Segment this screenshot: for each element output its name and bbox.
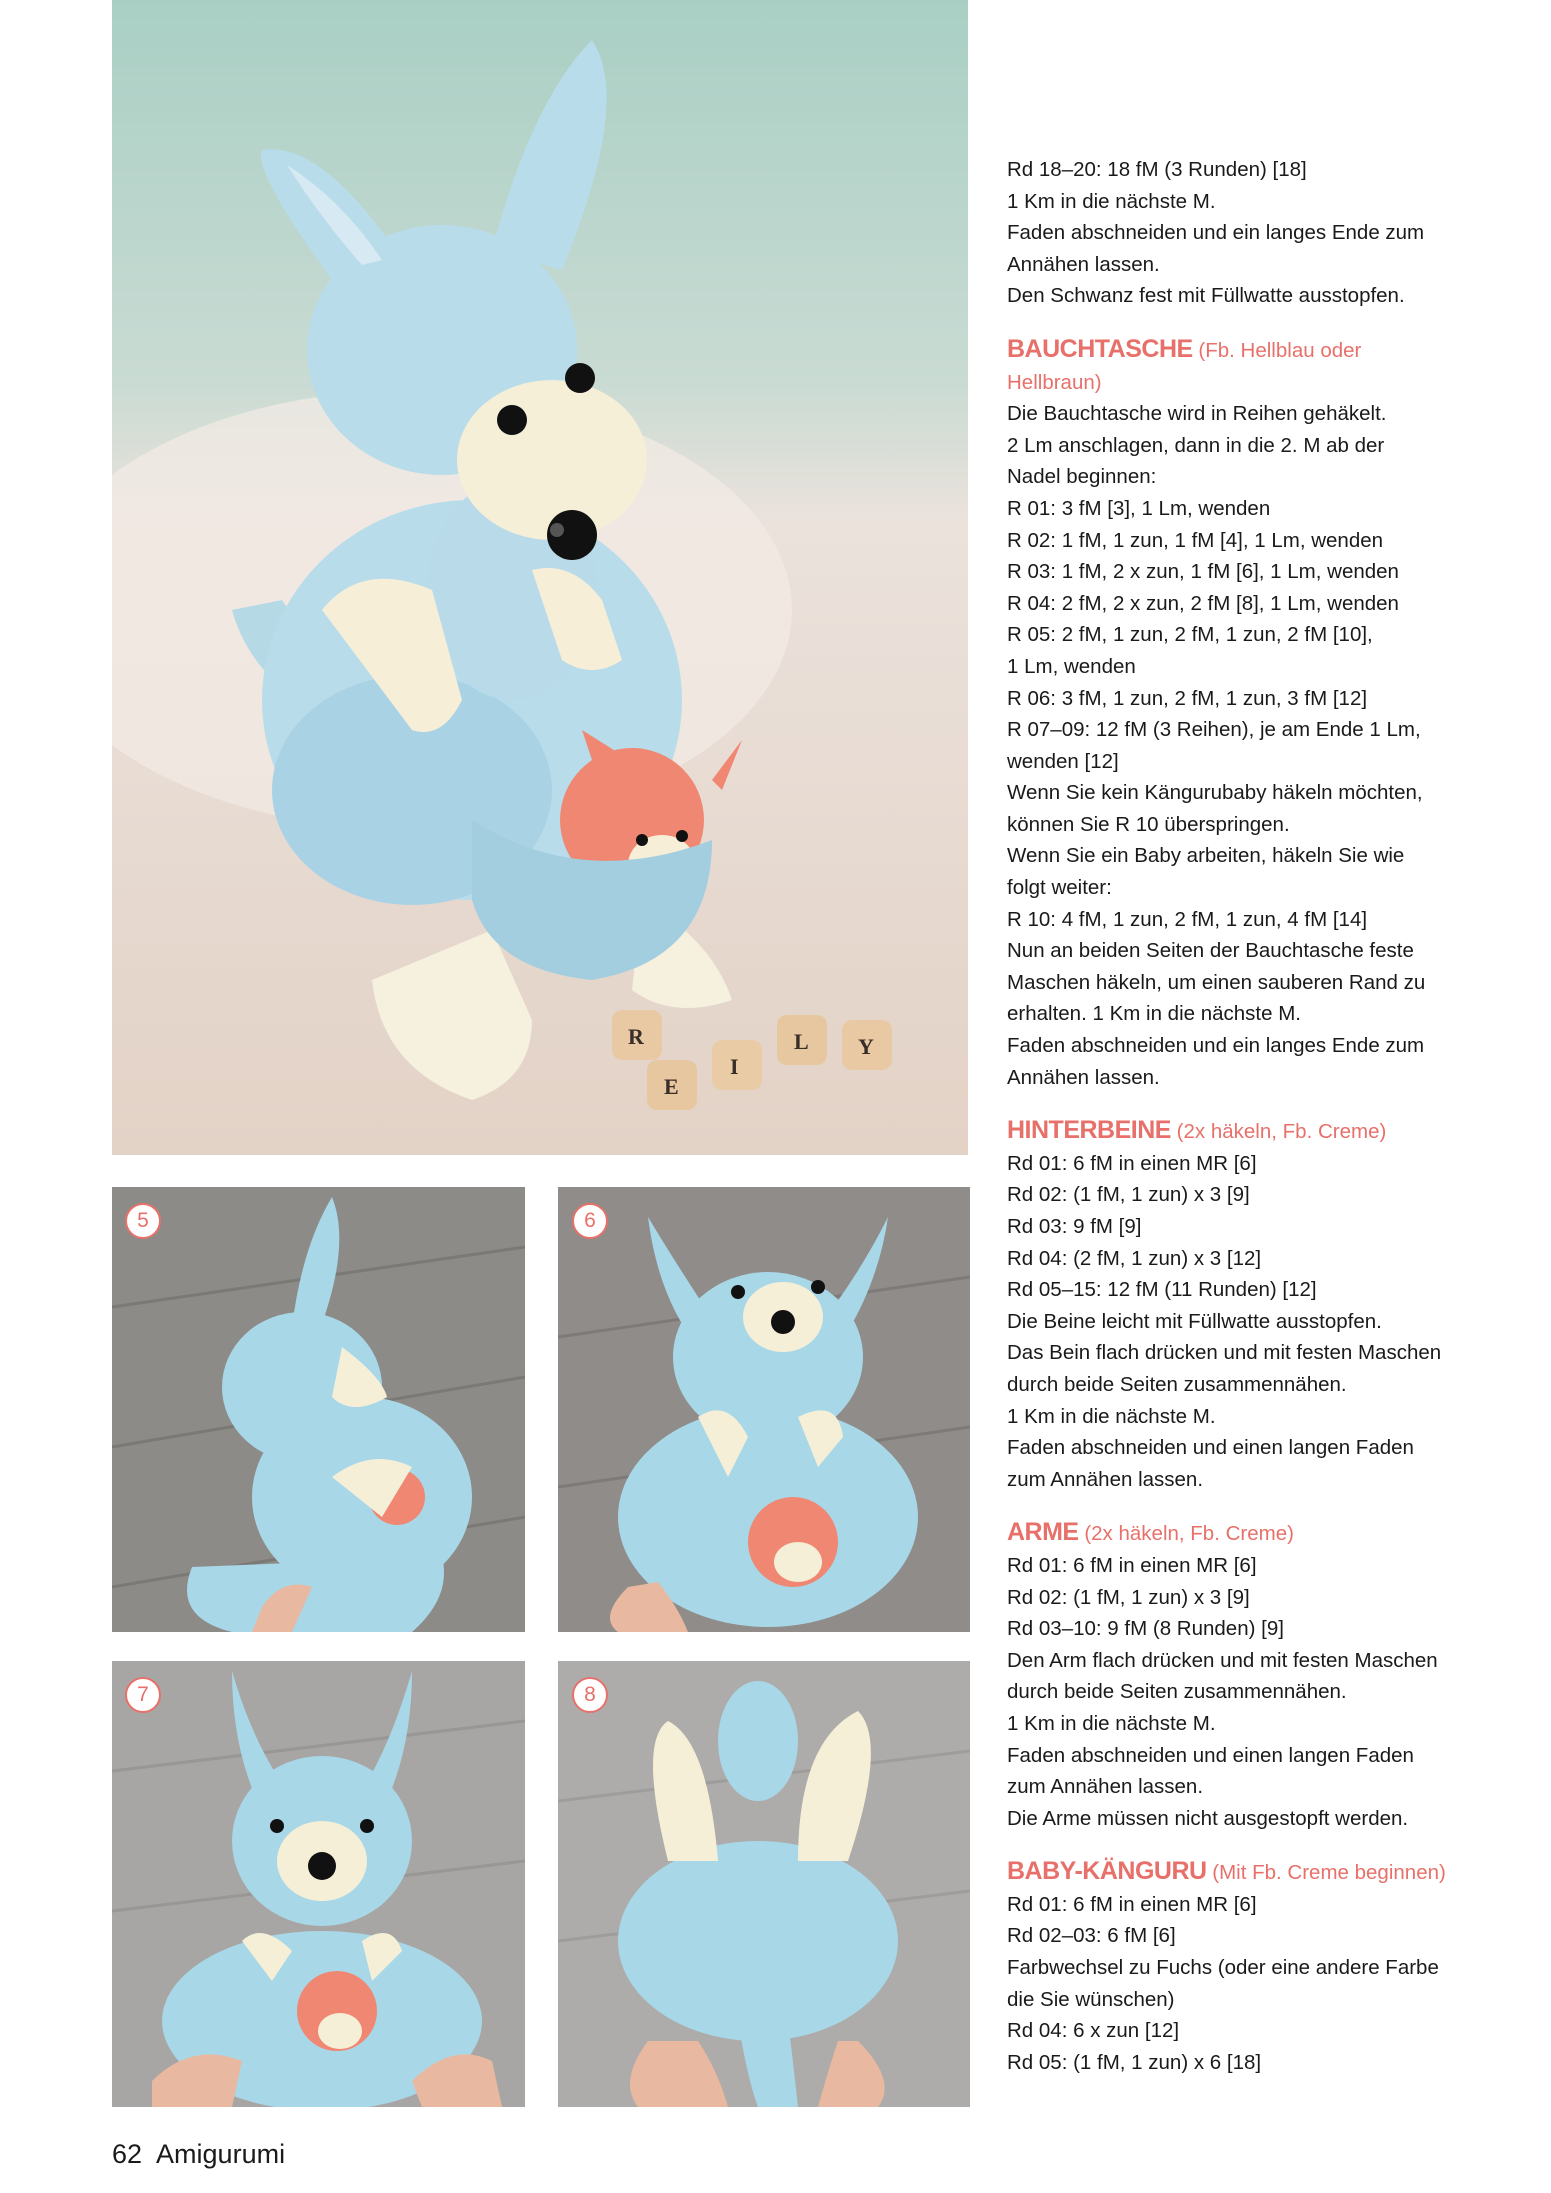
step-number-8: 8 bbox=[572, 1677, 608, 1713]
pattern-line: R 01: 3 fM [3], 1 Lm, wenden bbox=[1007, 496, 1271, 520]
pattern-line: Rd 04: 6 x zun [12] bbox=[1007, 2019, 1180, 2043]
pattern-line: Rd 03: 9 fM [9] bbox=[1007, 1215, 1142, 1238]
pattern-line: Den Arm flach drücken und mit festen Maschen bbox=[1007, 1648, 1438, 1672]
pattern-line: durch beide Seiten zusammennähen. bbox=[1007, 1372, 1347, 1396]
pattern-line: R 05: 2 fM, 1 zun, 2 fM, 1 zun, 2 fM [10], bbox=[1007, 623, 1373, 647]
pattern-line: 1 Km in die nächste M. bbox=[1007, 1404, 1216, 1428]
step-number-6: 6 bbox=[572, 1203, 608, 1239]
section-note: Hellbraun) bbox=[1007, 370, 1102, 394]
pattern-line: Faden abschneiden und einen langen Faden bbox=[1007, 1743, 1414, 1767]
pattern-line: Das Bein flach drücken und mit festen Maschen bbox=[1007, 1341, 1442, 1365]
block-letter: E bbox=[664, 1074, 679, 1099]
pattern-line: die Sie wünschen) bbox=[1007, 1987, 1175, 2011]
pattern-line: Rd 18–20: 18 fM (3 Runden) [18] bbox=[1007, 158, 1307, 181]
pattern-line: Die Arme müssen nicht ausgestopft werden. bbox=[1007, 1806, 1409, 1830]
pattern-line: wenden [12] bbox=[1007, 749, 1119, 773]
section-heading bbox=[1007, 334, 1427, 367]
section-heading bbox=[1007, 1115, 1427, 1148]
pattern-line: Nun an beiden Seiten der Bauchtasche feste bbox=[1007, 939, 1414, 963]
section-arme bbox=[1007, 1517, 1438, 1834]
pattern-line: 1 Km in die nächste M. bbox=[1007, 189, 1216, 213]
kangaroo-side-view-photo bbox=[112, 1187, 525, 1632]
section-heading bbox=[1007, 1856, 1446, 1889]
pattern-line: Wenn Sie ein Baby arbeiten, häkeln Sie wie bbox=[1007, 844, 1405, 868]
pattern-line: Annähen lassen. bbox=[1007, 1065, 1160, 1089]
pattern-line: Annähen lassen. bbox=[1007, 252, 1160, 276]
section-hinterbeine bbox=[1007, 1115, 1442, 1495]
page-footer bbox=[112, 2139, 285, 2170]
book-title: Amigurumi bbox=[156, 2139, 286, 2169]
pattern-line: Rd 01: 6 fM in einen MR [6] bbox=[1007, 1553, 1257, 1577]
pattern-line: Maschen häkeln, um einen sauberen Rand zu bbox=[1007, 970, 1426, 994]
page-number: 62 bbox=[112, 2139, 143, 2169]
pattern-line: R 06: 3 fM, 1 zun, 2 fM, 1 zun, 3 fM [12] bbox=[1007, 686, 1368, 710]
pattern-line: Farbwechsel zu Fuchs (oder eine andere Farbe bbox=[1007, 1956, 1439, 1980]
kangaroo-front-view-photo bbox=[558, 1187, 970, 1632]
intro-block bbox=[1007, 154, 1427, 312]
block-letter: Y bbox=[858, 1034, 874, 1059]
block-letter: I bbox=[730, 1054, 739, 1079]
pattern-line: Rd 05: (1 fM, 1 zun) x 6 [18] bbox=[1007, 2050, 1262, 2074]
block-letter: L bbox=[794, 1029, 809, 1054]
section-note: (2x häkeln, Fb. Creme) bbox=[1084, 1522, 1294, 1546]
pattern-line: Den Schwanz fest mit Füllwatte ausstopfen. bbox=[1007, 284, 1405, 308]
pattern-line: R 04: 2 fM, 2 x zun, 2 fM [8], 1 Lm, wenden bbox=[1007, 591, 1399, 615]
section-title: BAUCHTASCHE bbox=[1007, 334, 1193, 363]
step-photo-8 bbox=[558, 1661, 970, 2107]
section-title: BABY-KÄNGURU bbox=[1007, 1857, 1207, 1886]
pattern-line: R 07–09: 12 fM (3 Reihen), je am Ende 1 Lm, bbox=[1007, 718, 1421, 742]
kangaroo-back-view-photo bbox=[558, 1661, 970, 2107]
step-number-5: 5 bbox=[125, 1203, 161, 1239]
step-photo-5 bbox=[112, 1187, 525, 1632]
kangaroo-front-closeup-photo bbox=[112, 1661, 525, 2107]
pattern-line: Rd 02: (1 fM, 1 zun) x 3 [9] bbox=[1007, 1585, 1250, 1609]
step-photo-7 bbox=[112, 1661, 525, 2107]
pattern-line: Die Beine leicht mit Füllwatte ausstopfen. bbox=[1007, 1309, 1382, 1333]
main-photo bbox=[112, 0, 968, 1155]
pattern-line: Rd 04: (2 fM, 1 zun) x 3 [12] bbox=[1007, 1246, 1262, 1270]
pattern-line: 1 Lm, wenden bbox=[1007, 654, 1136, 678]
pattern-line: erhalten. 1 Km in die nächste M. bbox=[1007, 1002, 1301, 1026]
section-note: (Mit Fb. Creme beginnen) bbox=[1212, 1861, 1446, 1885]
pattern-line: Rd 01: 6 fM in einen MR [6] bbox=[1007, 1151, 1257, 1175]
pattern-line: Rd 02–03: 6 fM [6] bbox=[1007, 1924, 1176, 1948]
section-title: ARME bbox=[1007, 1518, 1079, 1547]
kangaroo-photo-illustration bbox=[112, 0, 968, 1155]
pattern-line: R 03: 1 fM, 2 x zun, 1 fM [6], 1 Lm, wenden bbox=[1007, 560, 1399, 584]
section-heading bbox=[1007, 1517, 1427, 1550]
pattern-line: durch beide Seiten zusammennähen. bbox=[1007, 1680, 1347, 1704]
pattern-line: R 02: 1 fM, 1 zun, 1 fM [4], 1 Lm, wenden bbox=[1007, 528, 1384, 552]
block-letter: R bbox=[628, 1024, 644, 1049]
pattern-line: zum Annähen lassen. bbox=[1007, 1775, 1204, 1799]
pattern-line: Wenn Sie kein Kängurubaby häkeln möchten, bbox=[1007, 781, 1423, 805]
step-number-7: 7 bbox=[125, 1677, 161, 1713]
step-photo-6 bbox=[558, 1187, 970, 1632]
pattern-line: Rd 03–10: 9 fM (8 Runden) [9] bbox=[1007, 1617, 1284, 1641]
pattern-line: folgt weiter: bbox=[1007, 876, 1112, 900]
pattern-line: Faden abschneiden und ein langes Ende zum bbox=[1007, 1034, 1425, 1058]
pattern-line: Faden abschneiden und einen langen Faden bbox=[1007, 1436, 1414, 1460]
pattern-line: Die Bauchtasche wird in Reihen gehäkelt. bbox=[1007, 402, 1387, 426]
section-note: (Fb. Hellblau oder bbox=[1198, 338, 1362, 362]
pattern-line: 1 Km in die nächste M. bbox=[1007, 1711, 1216, 1735]
pattern-line: Nadel beginnen: bbox=[1007, 465, 1157, 489]
section-baby-kaenguru bbox=[1007, 1856, 1446, 2078]
pattern-line: Rd 02: (1 fM, 1 zun) x 3 [9] bbox=[1007, 1183, 1250, 1207]
pattern-line: Rd 01: 6 fM in einen MR [6] bbox=[1007, 1892, 1257, 1916]
section-title: HINTERBEINE bbox=[1007, 1116, 1171, 1145]
pattern-line: zum Annähen lassen. bbox=[1007, 1467, 1204, 1491]
pattern-line: 2 Lm anschlagen, dann in die 2. M ab der bbox=[1007, 433, 1385, 457]
pattern-line: R 10: 4 fM, 1 zun, 2 fM, 1 zun, 4 fM [14] bbox=[1007, 907, 1368, 931]
pattern-line: können Sie R 10 überspringen. bbox=[1007, 812, 1290, 836]
section-bauchtasche bbox=[1007, 334, 1427, 1093]
pattern-text-column bbox=[1007, 154, 1446, 2078]
section-note: (2x häkeln, Fb. Creme) bbox=[1176, 1120, 1387, 1144]
pattern-line: Faden abschneiden und ein langes Ende zum bbox=[1007, 221, 1425, 245]
pattern-line: Rd 05–15: 12 fM (11 Runden) [12] bbox=[1007, 1278, 1317, 1302]
